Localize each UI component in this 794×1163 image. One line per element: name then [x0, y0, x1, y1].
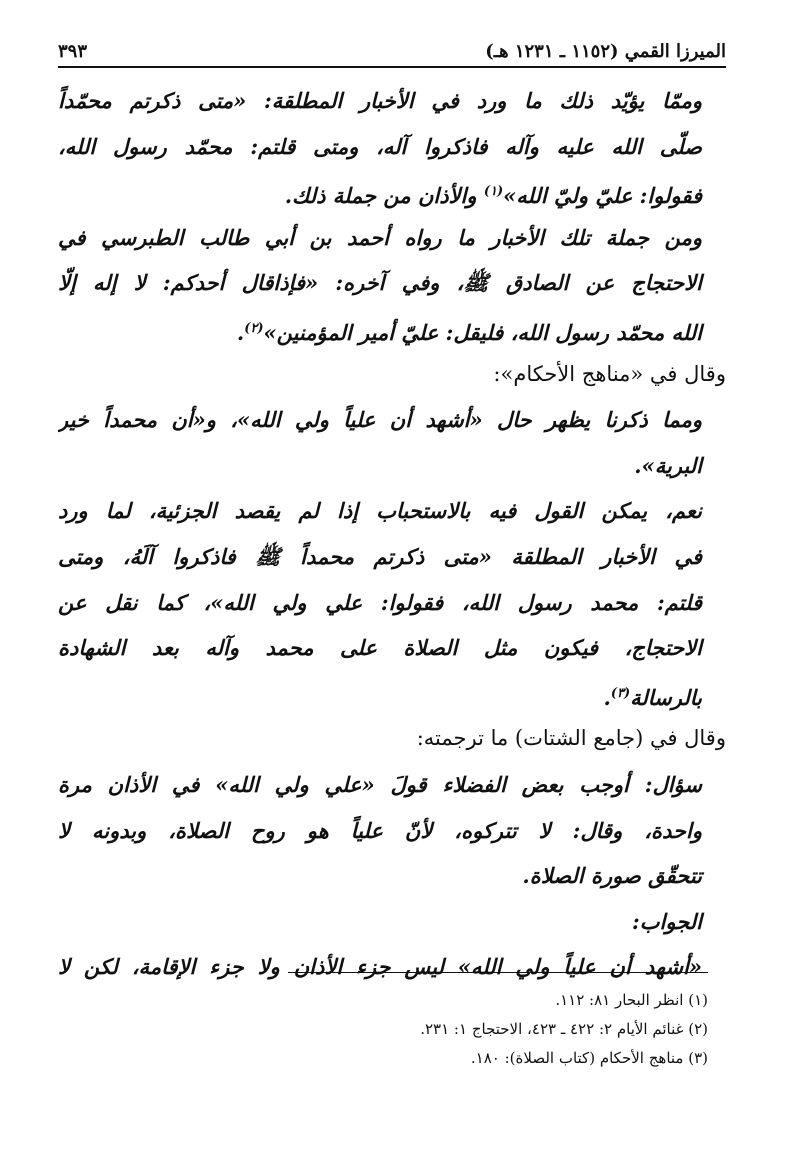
quote-text: بالرسالة	[630, 684, 702, 710]
text-line: واحدة، وقال: لا تتركوه، لأنّ علياً هو روح الصلاة، وبدونه لا	[58, 817, 702, 843]
text-line: سؤال: أوجب بعض الفضلاء قولَ «علي ولي الله» في الأذان مرة	[58, 771, 702, 797]
text-line: نعم، يمكن القول فيه بالاستحباب إذا لم يقصد الجزئية، لما ورد	[58, 498, 702, 524]
running-header	[58, 28, 726, 68]
quote-text: الله محمّد رسول الله، فليقل: عليّ أمير المؤمنين»	[263, 319, 702, 345]
text-line: قلتم: محمد رسول الله، فقولوا: علي ولي الله»، كما نقل عن	[58, 589, 702, 615]
text-line	[58, 169, 726, 215]
text-line: في الأخبار المطلقة «متى ذكرتم محمداً ﷺ فاذكروا آلَهُ، ومتى	[58, 543, 702, 569]
page-number: ٣٩٣	[58, 41, 88, 62]
footnote-ref: (١)	[483, 184, 504, 200]
main-text	[58, 78, 726, 990]
text-line: الاحتجاج عن الصادق ﷺ، وفي آخره: «فإذاقال أحدكم: لا إله إلّا	[58, 270, 702, 296]
footnote: (٢) غنائم الأيام ٢: ٤٢٢ ـ ٤٢٣، الاحتجاج ١: ٢٣١.	[420, 1020, 708, 1038]
text-line: الله محمّد رسول الله، فليقل: عليّ أمير المؤمنين»$^{(٢)}$.	[236, 319, 702, 345]
intro-line: وقال في «مناهج الأحكام»:	[493, 361, 726, 386]
text-line: البرية».	[634, 452, 702, 478]
text-line: الاحتجاج، فيكون مثل الصلاة على محمد وآله بعد الشهادة	[58, 635, 702, 661]
header-title: الميرزا القمي (١١٥٢ ـ ١٢٣١ هـ)	[485, 41, 726, 62]
quote-text: والأذان من جملة ذلك.	[284, 183, 477, 209]
footnote-ref: (٣)	[610, 685, 631, 701]
text-line: وممّا يؤيّد ذلك ما ورد في الأخبار المطلقة: «متى ذكرتم محمّداً	[58, 88, 702, 113]
text-line: تتحقّق صورة الصلاة.	[522, 863, 702, 889]
footnote: (١) انظر البحار ٨١: ١١٢.	[555, 991, 708, 1009]
footnote-divider	[288, 972, 708, 973]
quote-text: فقولوا: عليّ وليّ الله»	[503, 183, 702, 209]
text-line: بالرسالة$^{(٣)}$.	[603, 684, 702, 710]
text-line: ومما ذكرنا يظهر حال «أشهد أن علياً ولي الله»، و«أن محمداً خير	[58, 407, 702, 433]
intro-line: وقال في (جامع الشتات) ما ترجمته:	[416, 726, 726, 751]
footnotes	[58, 986, 708, 1073]
footnote: (٣) مناهج الأحكام (كتاب الصلاة): ١٨٠.	[470, 1049, 708, 1067]
text-line: ومن جملة تلك الأخبار ما رواه أحمد بن أبي طالب الطبرسي في	[58, 224, 702, 250]
text-line: صلّى الله عليه وآله فاذكروا آله، ومتى قلتم: محمّد رسول الله،	[58, 133, 702, 159]
text-line: «أشهد أن علياً ولي الله» ليس جزء الأذان ولا جزء الإقامة، لكن لا	[58, 954, 702, 980]
answer-label: الجواب:	[632, 908, 702, 934]
footnote-ref: (٢)	[244, 320, 264, 336]
